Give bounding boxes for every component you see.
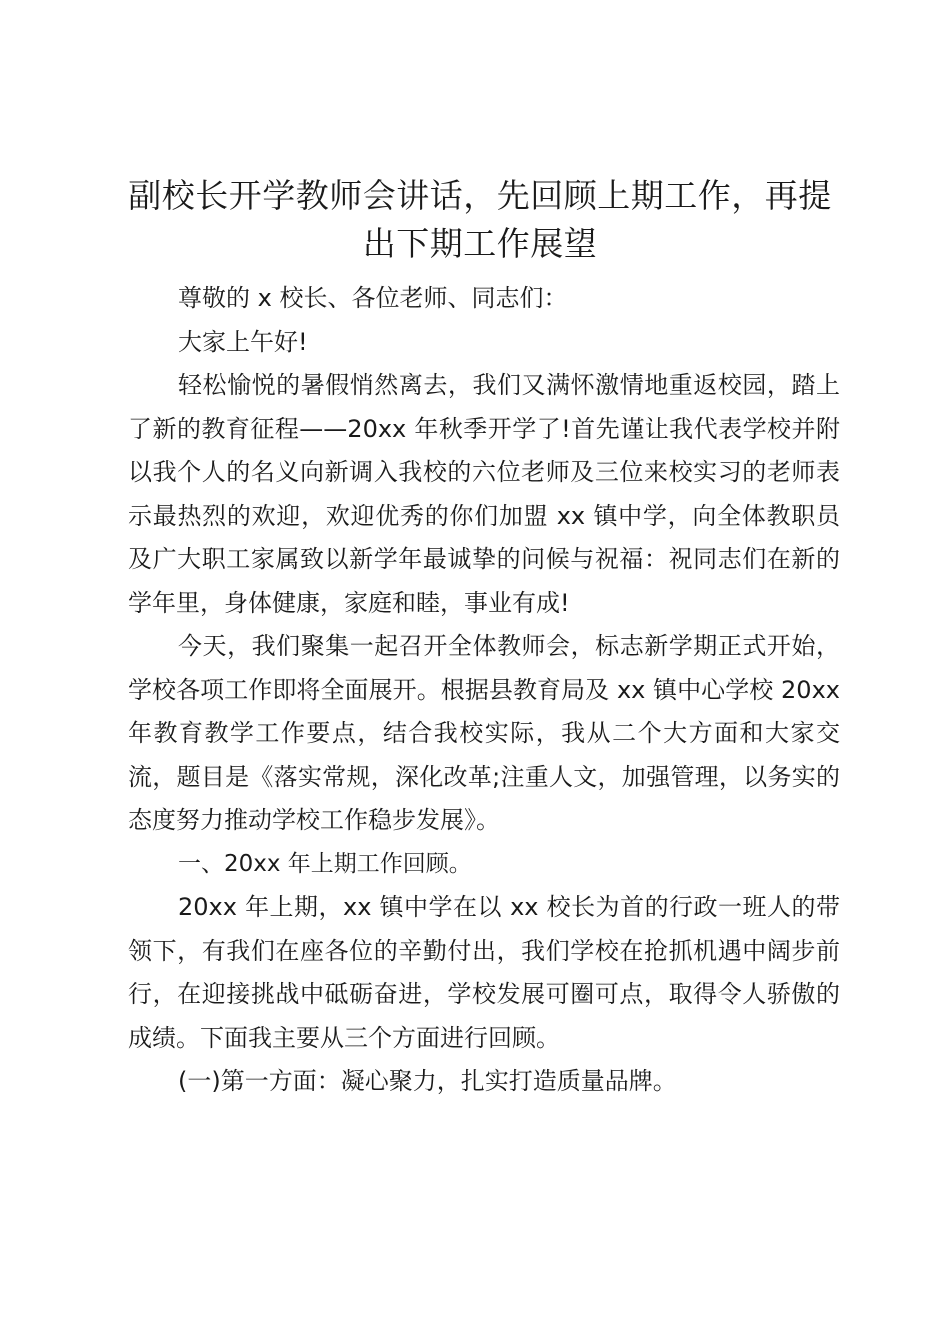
document-body <box>128 277 840 1104</box>
document-title: 副校长开学教师会讲话，先回顾上期工作，再提出下期工作展望 <box>128 176 832 263</box>
paragraph-welcome: 轻松愉悦的暑假悄然离去，我们又满怀激情地重返校园，踏上了新的教育征程——20xx 年秋季开学了!首先谨让我代表学校并附以我个人的名义向新调入我校的六位老师及三位来校实习的老师表示最热烈的欢迎，欢迎优秀的你们加盟 xx 镇中学，向全体教职员及广大职工家属致以新学年最诚挚的问候与祝福：祝同志们在新的学年里，身体健康，家庭和睦，事业有成! <box>128 371 840 617</box>
greeting: 大家上午好! <box>178 327 308 356</box>
salutation: 尊敬的 x 校长、各位老师、同志们： <box>178 284 568 312</box>
paragraph-meeting-intro: 今天，我们聚集一起召开全体教师会，标志新学期正式开始，学校各项工作即将全面展开。根据县教育局及 xx 镇中心学校 20xx 年教育教学工作要点，结合我校实际，我从二个大方面和大家交流，题目是《落实常规，深化改革;注重人文，加强管理，以务实的态度努力推动学校工作稳步发展》。 <box>128 632 840 834</box>
subsection-heading-first: (一)第一方面：凝心聚力，扎实打造质量品牌。 <box>178 1067 677 1095</box>
section-heading-review: 一、20xx 年上期工作回顾。 <box>178 850 472 877</box>
paragraph-review: 20xx 年上期，xx 镇中学在以 xx 校长为首的行政一班人的带领下，有我们在座各位的辛勤付出，我们学校在抢抓机遇中阔步前行，在迎接挑战中砥砺奋进，学校发展可圈可点，取得令人骄傲的成绩。下面我主要从三个方面进行回顾。 <box>128 893 840 1052</box>
